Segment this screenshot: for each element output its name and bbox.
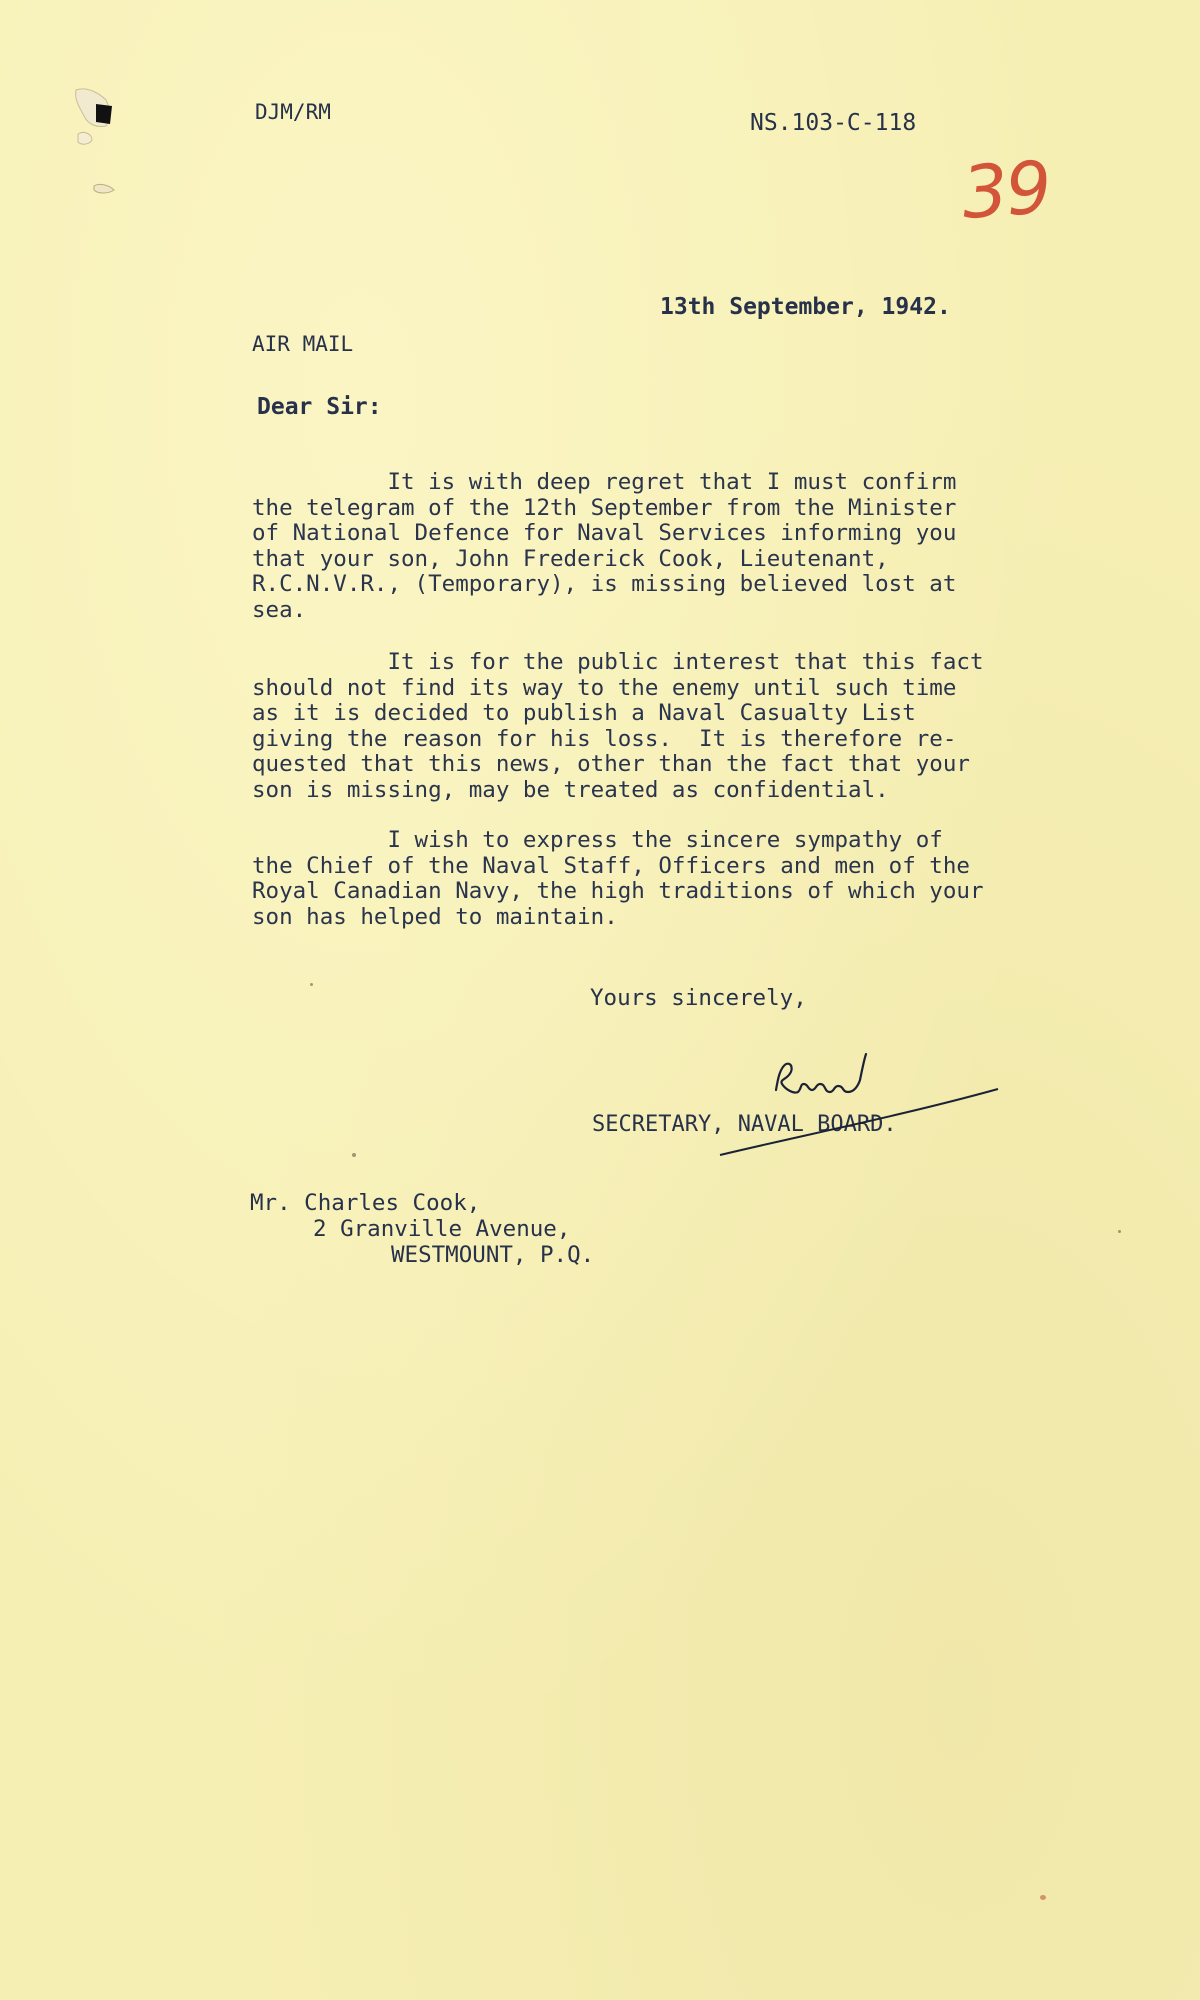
paper-speck	[352, 1153, 356, 1157]
salutation: Dear Sir:	[257, 394, 382, 420]
recipient-name: Mr. Charles Cook,	[250, 1190, 481, 1216]
paper-speck	[1040, 1895, 1046, 1900]
reference-initials: DJM/RM	[255, 100, 331, 124]
paper-speck	[310, 983, 313, 986]
paragraph-confirmation: It is with deep regret that I must confirm the telegram of the 12th September from the Minister of National Defence for Naval Services informing you that your son, John Frederick Cook, Lieutenant, R.C.N.V.R., (Temporary), is missing believed lost at sea.	[252, 469, 957, 623]
paragraph-sympathy: I wish to express the sincere sympathy of the Chief of the Naval Staff, Officers and men of the Royal Canadian Navy, the high traditions of which your son has helped to maintain.	[252, 827, 984, 930]
signature-strike-line	[714, 1085, 1004, 1165]
file-number: NS.103-C-118	[750, 110, 917, 136]
closing: Yours sincerely,	[590, 985, 807, 1011]
signatory-title: SECRETARY, NAVAL BOARD.	[592, 1112, 897, 1137]
paper-speck	[1118, 1230, 1121, 1233]
letter-date: 13th September, 1942.	[660, 294, 951, 320]
delivery-method: AIR MAIL	[252, 332, 354, 356]
recipient-city: WESTMOUNT, P.Q.	[391, 1242, 595, 1268]
punch-hole-marks	[66, 84, 136, 204]
folio-number: 39	[959, 145, 1053, 235]
paragraph-confidential: It is for the public interest that this fact should not find its way to the enemy until such time as it is decided to publish a Naval Casualty List giving the reason for his loss. It is therefore re- quested that this news, other than the fact that your son is missing, may be treated as confidential.	[252, 649, 984, 803]
recipient-street: 2 Granville Avenue,	[313, 1216, 571, 1242]
